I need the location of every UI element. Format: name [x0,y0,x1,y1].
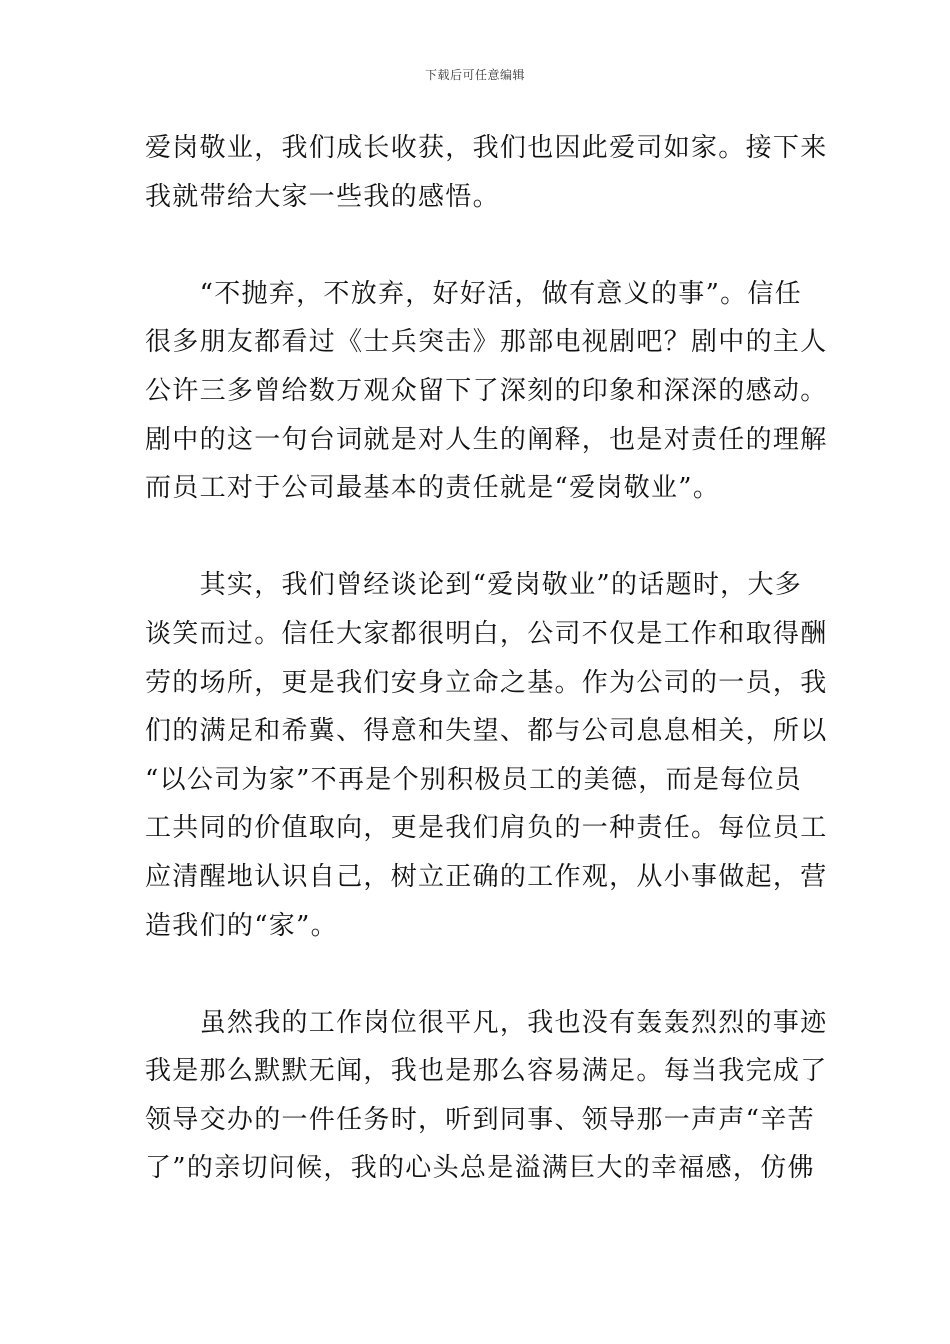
page-header: 下载后可任意编辑 [424,68,525,82]
paragraph-1 [145,124,828,221]
text-line: 应清醒地认识自己，树立正确的工作观，从小事做起，营 [145,861,828,892]
text-line: 造我们的“家”。 [145,910,338,941]
text-line: 我就带给大家一些我的感悟。 [145,181,500,212]
text-line: “以公司为家”不再是个别积极员工的美德，而是每位员 [145,764,803,795]
document-body [145,124,828,1193]
text-line: 爱岗敬业，我们成长收获，我们也因此爱司如家。接下来 [145,133,828,163]
text-line: 我是那么默默无闻，我也是那么容易满足。每当我完成了 [145,1056,828,1087]
text-line: 虽然我的工作岗位很平凡，我也没有轰轰烈烈的事迹 [145,1007,828,1038]
text-line: 而员工对于公司最基本的责任就是“爱岗敬业”。 [145,473,721,504]
text-line: 其实，我们曾经谈论到“爱岗敬业”的话题时，大多 [145,570,803,601]
text-line: 剧中的这一句台词就是对人生的阐释，也是对责任的理解 [145,424,828,455]
text-line: 公许三多曾给数万观众留下了深刻的印象和深深的感动。 [145,375,828,406]
text-line: 劳的场所，更是我们安身立命之基。作为公司的一员，我 [145,667,828,698]
text-line: 们的满足和希冀、得意和失望、都与公司息息相关，所以 [145,716,828,747]
text-line: “不抛弃，不放弃，好好活，做有意义的事”。信任 [145,278,803,309]
text-line: 很多朋友都看过《士兵突击》那部电视剧吧？剧中的主人 [145,327,828,358]
paragraph-2 [145,270,828,513]
paragraph-3 [145,561,828,950]
text-line: 了”的亲切问候，我的心头总是溢满巨大的幸福感，仿佛 [145,1153,815,1184]
text-line: 领导交办的一件任务时，听到同事、领导那一声声“辛苦 [145,1104,815,1135]
paragraph-4 [145,999,828,1193]
text-line: 工共同的价值取向，更是我们肩负的一种责任。每位员工 [145,813,828,844]
text-line: 谈笑而过。信任大家都很明白，公司不仅是工作和取得酬 [145,618,828,649]
